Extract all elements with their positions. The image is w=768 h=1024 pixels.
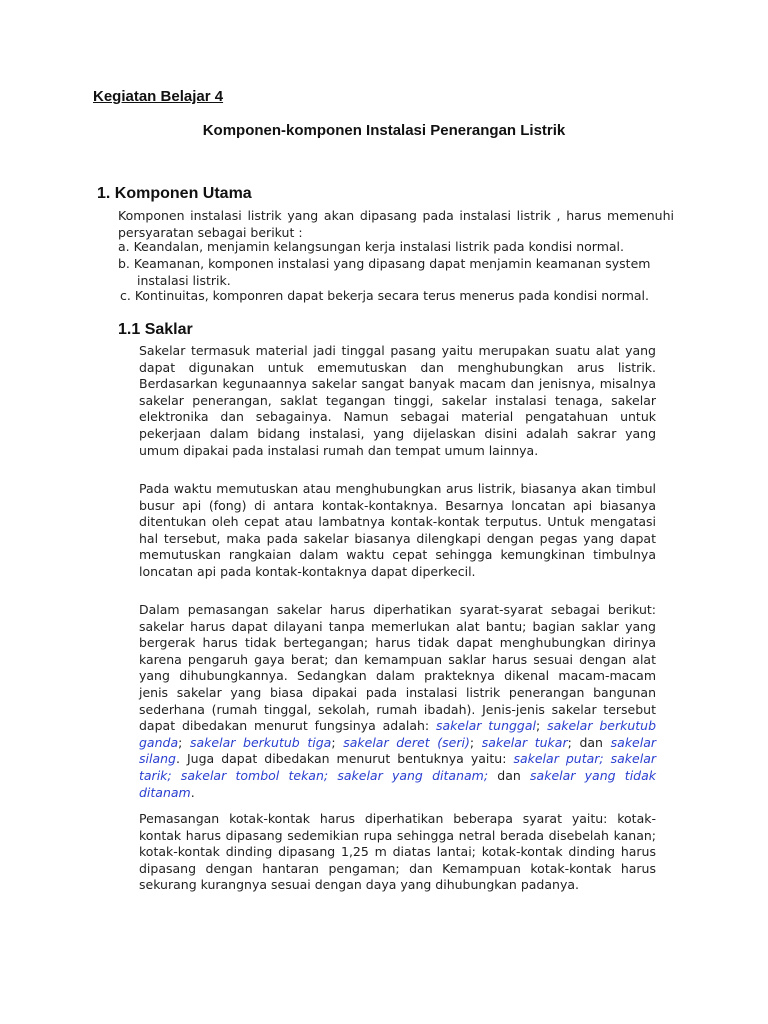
switch-type-single: sakelar tunggal xyxy=(436,718,536,734)
switch-type-cross: sakelar silang xyxy=(139,734,657,767)
requirement-b-line1: b. Keamanan, komponen instalasi yang dipasang dapat menjamin keamanan system xyxy=(118,256,651,271)
p3-sep: ; xyxy=(331,734,344,750)
saklar-paragraph-1: Sakelar termasuk material jadi tinggal pasang yaitu merupakan suatu alat yang dapat digunakan untuk ememutuskan dan menghubungkan arus listrik. Berdasarkan kegunaannya sakelar sangat banyak macam dan jenisnya, misalnya sakelar penerangan, saklat tegangan tinggi, sakelar instalasi tenaga, sakelar elektronika dan sebagainya. Namun sebagai material pengatahuan untuk pekerjaan dalam bidang instalasi, yang dijelaskan disini adalah sakrar yang umum dipakai pada instalasi rumah dan tempat umum lainnya. xyxy=(139,343,656,458)
requirement-b-line2: instalasi listrik. xyxy=(137,272,231,288)
switch-type-double-pole: sakelar berkutub ganda xyxy=(139,718,657,750)
p3-sep: ; xyxy=(469,734,482,750)
switch-type-series: sakelar deret (seri) xyxy=(343,734,470,750)
switch-type-surface: sakelar yang tidak ditanam xyxy=(139,767,657,800)
page-title: Komponen-komponen Instalasi Penerangan Listrik xyxy=(202,122,566,139)
requirement-a: a. Keandalan, menjamin kelangsungan kerja instalasi listrik pada kondisi normal. xyxy=(118,239,624,254)
section1-intro: Komponen instalasi listrik yang akan dipasang pada instalasi listrik , harus memenuhi persyaratan sebagai berikut : xyxy=(118,208,674,240)
p3-sep: ; xyxy=(178,734,190,750)
section-heading-saklar: 1.1 Saklar xyxy=(118,321,193,338)
p3-text-4: . xyxy=(190,784,195,800)
saklar-paragraph-3 xyxy=(139,602,656,801)
p3-text-1: Dalam pemasangan sakelar harus diperhatikan syarat-syarat sebagai berikut: sakelar harus dapat dilayani tanpa memerlukan alat bantu; bagian saklar yang bergerak harus tidak bertegangan; harus tidak dapat menghubungkan dirinya karena pengaruh gaya berat; dan kemampuan saklar harus sesuai dengan alat yang dihubungkannya. Sedangkan dalam prakteknya dikenal macam-macam jenis sakelar yang biasa dipakai pada instalasi listrik penerangan bangunan sederhana (rumah tinggal, sekolah, rumah ibadah). Jenis-jenis sakelar tersebut dapat dibedakan menurut fungsinya adalah: xyxy=(139,602,656,734)
saklar-paragraph-4: Pemasangan kotak-kontak harus diperhatikan beberapa syarat yaitu: kotak-kontak harus dipasang sedemikian rupa sehingga netral berada disebelah kanan; kotak-kontak dinding dipasang 1,25 m diatas lantai; kotak-kontak dinding harus dipasang dengan hantaran pengaman; dan Kemampuan kotak-kontak harus sekurang kurangnya sesuai dengan daya yang dihubungkan padanya. xyxy=(139,811,656,893)
p3-sep: ; xyxy=(536,718,548,734)
activity-label: Kegiatan Belajar 4 xyxy=(93,88,224,105)
section-heading-komponen-utama: 1. Komponen Utama xyxy=(97,185,252,202)
saklar-paragraph-2: Pada waktu memutuskan atau menghubungkan arus listrik, biasanya akan timbul busur api (fong) di antara kontak-kontaknya. Besarnya loncatan api biasanya ditentukan oleh cepat atau lambatnya kontak-kontak terputus. Untuk mengatasi hal tersebut, maka pada sakelar biasanya dilengkapi dengan pegas yang dapat memutuskan rangkaian dalam waktu cepat sehingga kemungkinan timbulnya loncatan api pada kontak-kontaknya dapat diperkecil. xyxy=(139,481,656,579)
switch-shape-types: sakelar putar; sakelar tarik; sakelar tombol tekan; sakelar yang ditanam; xyxy=(139,751,657,783)
p3-text-3: dan xyxy=(488,767,531,783)
switch-type-triple-pole: sakelar berkutub tiga xyxy=(190,734,332,750)
p3-text-2: . Juga dapat dibedakan menurut bentuknya yaitu: xyxy=(175,751,514,767)
p3-sep: ; dan xyxy=(567,734,611,750)
switch-type-changeover: sakelar tukar xyxy=(481,734,568,750)
requirement-b xyxy=(118,256,674,289)
requirement-c: c. Kontinuitas, komponren dapat bekerja secara terus menerus pada kondisi normal. xyxy=(120,288,650,303)
